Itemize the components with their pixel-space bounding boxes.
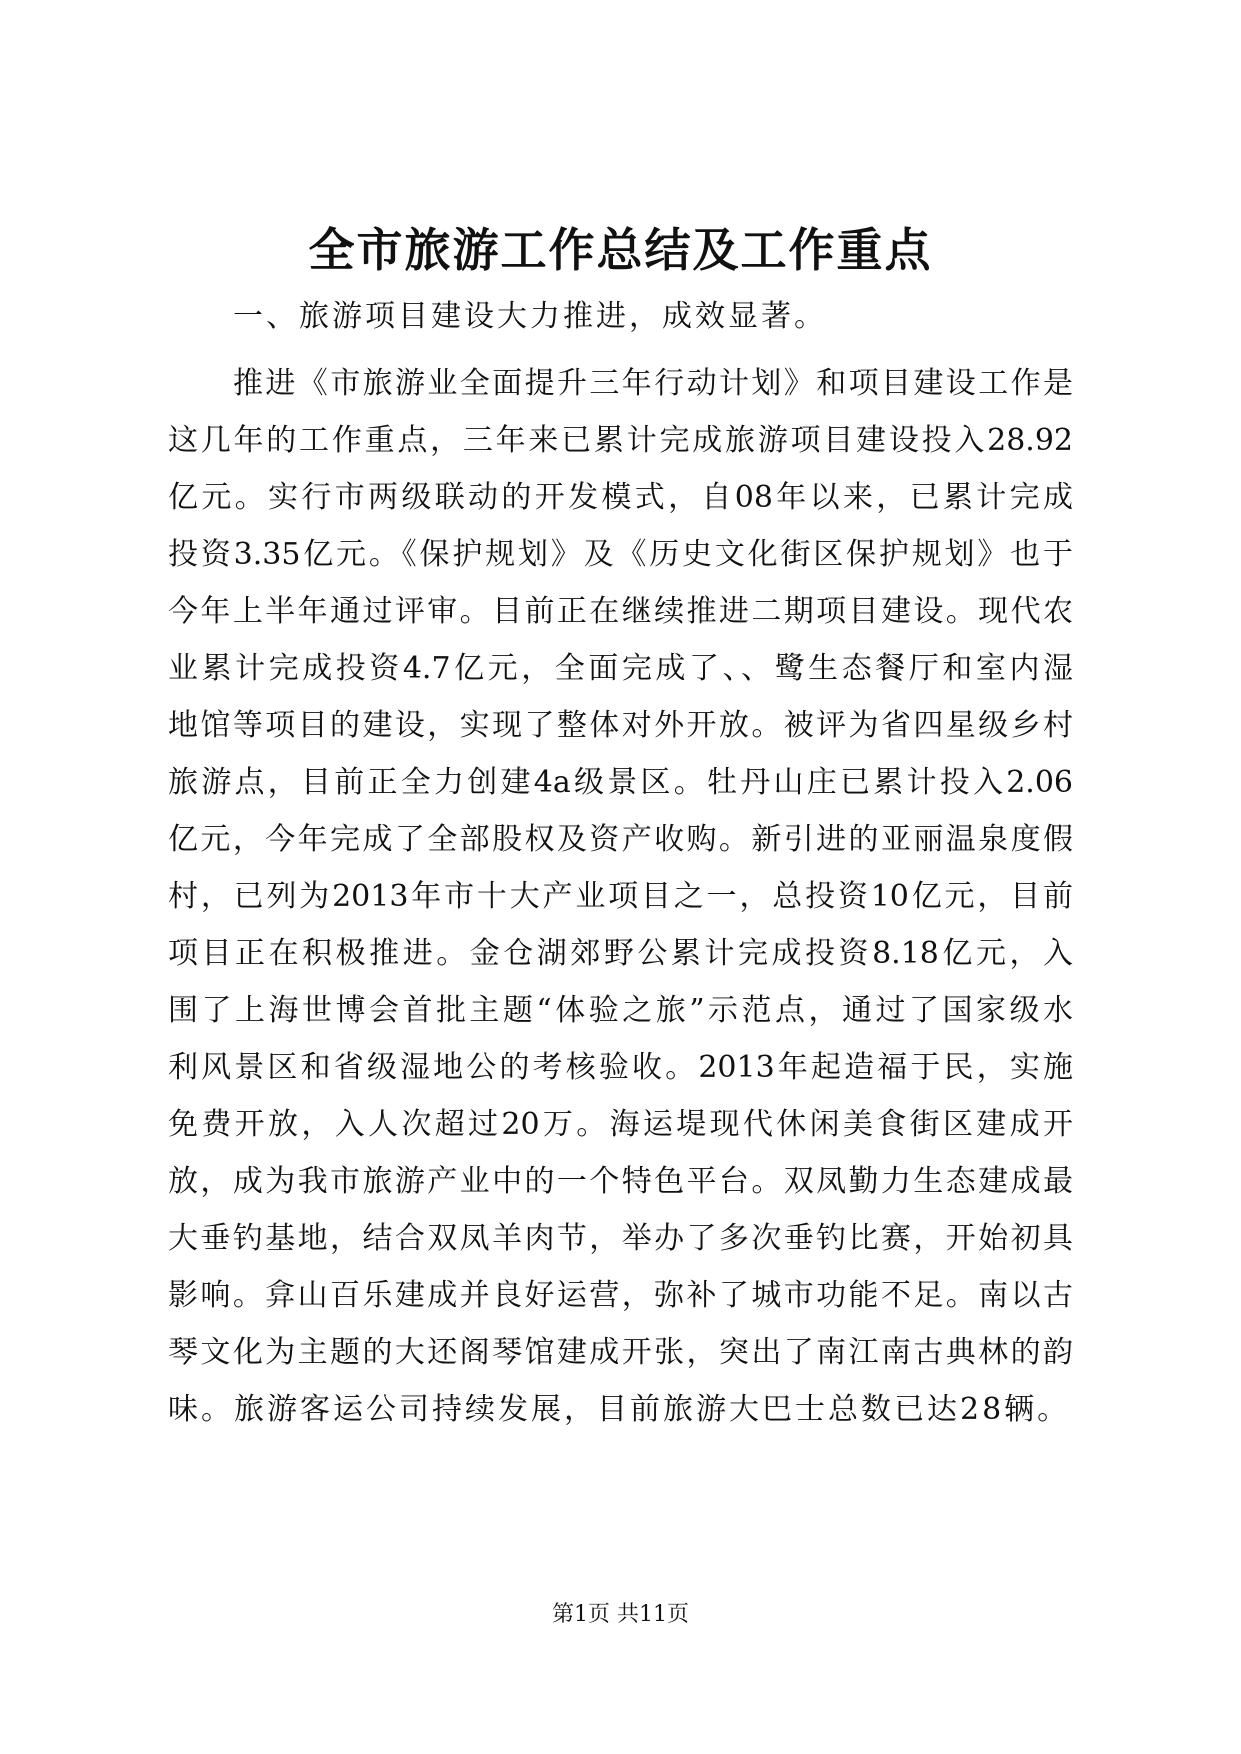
- paragraph-line: 围了上海世博会首批主题“体验之旅”示范点，通过了国家级水: [168, 993, 1073, 1028]
- document-title: 全市旅游工作总结及工作重点: [308, 223, 933, 277]
- section-heading: 一、旅游项目建设大力推进，成效显著。: [233, 299, 827, 334]
- body-paragraph: [168, 355, 1073, 1438]
- paragraph-line: 放，成为我市旅游产业中的一个特色平台。双凤勤力生态建成最: [168, 1164, 1073, 1199]
- paragraph-line: 村，已列为2013年市十大产业项目之一，总投资10亿元，目前: [168, 879, 1073, 914]
- paragraph-line: 地馆等项目的建设，实现了整体对外开放。被评为省四星级乡村: [168, 708, 1073, 743]
- paragraph-line: 业累计完成投资4.7亿元，全面完成了、、鹭生态餐厅和室内湿: [168, 651, 1073, 686]
- paragraph-line: 味。旅游客运公司持续发展，目前旅游大巴士总数已达28辆。: [168, 1392, 1071, 1427]
- paragraph-line: 利风景区和省级湿地公的考核验收。2013年起造福于民，实施: [168, 1050, 1073, 1085]
- paragraph-line: 今年上半年通过评审。目前正在继续推进二期项目建设。现代农: [168, 594, 1073, 629]
- paragraph-line: 琴文化为主题的大还阁琴馆建成开张，突出了南江南古典林的韵: [168, 1335, 1073, 1370]
- paragraph-line: 大垂钓基地，结合双凤羊肉节，举办了多次垂钓比赛，开始初具: [168, 1221, 1073, 1256]
- page-number: 第1页 共11页: [552, 1602, 689, 1627]
- paragraph-line: 推进《市旅游业全面提升三年行动计划》和项目建设工作是: [233, 366, 1073, 401]
- paragraph-line: 免费开放，入人次超过20万。海运堤现代休闲美食街区建成开: [168, 1107, 1073, 1142]
- paragraph-line: 旅游点，目前正全力创建4a级景区。牡丹山庄已累计投入2.06: [168, 765, 1073, 800]
- paragraph-line: 这几年的工作重点，三年来已累计完成旅游项目建设投入28.92: [168, 423, 1073, 458]
- paragraph-line: 亿元。实行市两级联动的开发模式，自08年以来，已累计完成: [168, 480, 1073, 515]
- paragraph-line: 影响。弇山百乐建成并良好运营，弥补了城市功能不足。南以古: [168, 1278, 1073, 1313]
- paragraph-line: 项目正在积极推进。金仓湖郊野公累计完成投资8.18亿元，入: [168, 936, 1073, 971]
- paragraph-line: 投资3.35亿元。《保护规划》及《历史文化街区保护规划》也于: [168, 537, 1073, 572]
- paragraph-line: 亿元，今年完成了全部股权及资产收购。新引进的亚丽温泉度假: [168, 822, 1073, 857]
